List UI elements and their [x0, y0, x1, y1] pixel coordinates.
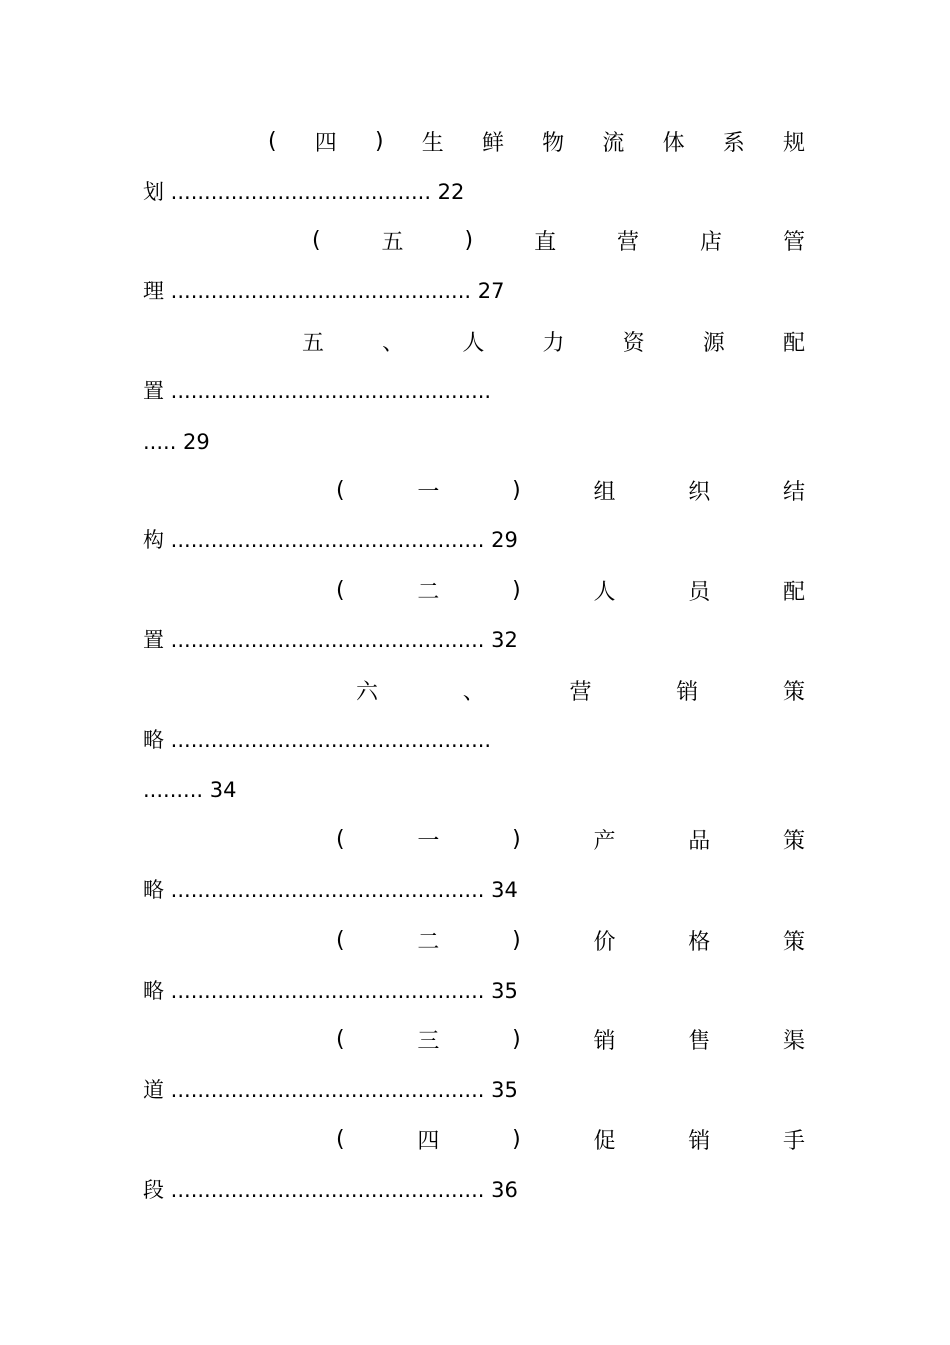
toc-tail-10: 段 ............................................... 36	[143, 1178, 518, 1202]
toc-char: )	[512, 477, 521, 503]
toc-char: (	[336, 577, 345, 603]
toc-heading-8	[336, 924, 805, 956]
toc-char: 物	[542, 130, 565, 156]
toc-heading-6	[356, 674, 805, 706]
toc-char: 四	[314, 130, 337, 156]
toc-tail-3: 置 ................................................	[143, 379, 492, 403]
toc-char: 品	[688, 828, 711, 854]
toc-char: 策	[782, 828, 805, 854]
toc-char: 员	[688, 579, 711, 605]
toc-char: 二	[417, 929, 440, 955]
toc-char: 体	[662, 130, 685, 156]
toc-char: )	[512, 927, 521, 953]
toc-heading-9	[336, 1023, 805, 1055]
toc-char: )	[464, 227, 474, 253]
toc-heading-7	[336, 823, 805, 855]
toc-heading-3	[302, 325, 805, 357]
toc-tail-9: 道 ............................................... 35	[143, 1078, 518, 1102]
toc-heading-2	[312, 224, 805, 256]
toc-char: (	[312, 227, 321, 253]
toc-heading-10	[336, 1123, 805, 1155]
toc-char: (	[336, 477, 345, 503]
toc-tail-8: 略 ............................................... 35	[143, 979, 518, 1003]
toc-char: )	[512, 826, 521, 852]
toc-char: 组	[593, 479, 616, 505]
toc-char: 一	[417, 828, 440, 854]
toc-tail-5: 置 ............................................... 32	[143, 628, 518, 652]
toc-char: 管	[782, 229, 805, 255]
toc-tail-7: 略 ............................................... 34	[143, 878, 518, 902]
toc-char: 生	[421, 130, 444, 156]
toc-char: 渠	[782, 1028, 805, 1054]
toc-char: 、	[382, 330, 405, 356]
toc-char: (	[336, 826, 345, 852]
toc-char: 五	[381, 229, 404, 255]
toc-char: 一	[417, 479, 440, 505]
toc-char: (	[336, 927, 345, 953]
toc-heading-4	[336, 474, 805, 506]
toc-tail-1: 划 ....................................... 22	[143, 180, 465, 204]
toc-char: 结	[782, 479, 805, 505]
toc-char: 鲜	[481, 130, 504, 156]
toc-char: 配	[782, 579, 805, 605]
toc-char: 策	[782, 929, 805, 955]
toc-char: 资	[622, 330, 645, 356]
toc-tail-6: 略 ................................................	[143, 728, 492, 752]
toc-char: 六	[356, 679, 379, 705]
toc-char: 直	[534, 229, 557, 255]
toc-char: (	[268, 128, 277, 154]
toc-char: 三	[417, 1028, 440, 1054]
toc-char: 销	[676, 679, 699, 705]
toc-char: 手	[782, 1128, 805, 1154]
toc-char: 促	[593, 1128, 616, 1154]
toc-char: 销	[688, 1128, 711, 1154]
toc-char: 系	[722, 130, 745, 156]
toc-char: 五	[302, 330, 325, 356]
toc-char: 策	[782, 679, 805, 705]
toc-char: )	[374, 128, 384, 154]
toc-char: 营	[569, 679, 592, 705]
toc-char: )	[512, 577, 521, 603]
toc-char: 二	[417, 579, 440, 605]
toc-char: 格	[688, 929, 711, 955]
toc-char: )	[512, 1126, 521, 1152]
toc-char: 配	[782, 330, 805, 356]
toc-tail-6-cont: ......... 34	[143, 778, 237, 802]
toc-char: (	[336, 1126, 345, 1152]
toc-char: 力	[542, 330, 565, 356]
toc-char: 售	[688, 1028, 711, 1054]
toc-char: 人	[462, 330, 485, 356]
toc-char: 规	[782, 130, 805, 156]
toc-heading-1	[268, 125, 805, 157]
toc-tail-2: 理 ............................................. 27	[143, 279, 505, 303]
toc-char: 、	[462, 679, 485, 705]
toc-char: 营	[617, 229, 640, 255]
toc-char: 源	[702, 330, 725, 356]
toc-char: 销	[593, 1028, 616, 1054]
toc-char: 流	[602, 130, 625, 156]
toc-char: 织	[688, 479, 711, 505]
toc-tail-3-cont: ..... 29	[143, 430, 210, 454]
toc-char: 店	[700, 229, 723, 255]
toc-char: 四	[417, 1128, 440, 1154]
toc-char: 产	[593, 828, 616, 854]
toc-char: 人	[593, 579, 616, 605]
toc-tail-4: 构 ............................................... 29	[143, 528, 518, 552]
toc-char: 价	[593, 929, 616, 955]
toc-heading-5	[336, 574, 805, 606]
toc-char: (	[336, 1026, 345, 1052]
toc-char: )	[512, 1026, 521, 1052]
